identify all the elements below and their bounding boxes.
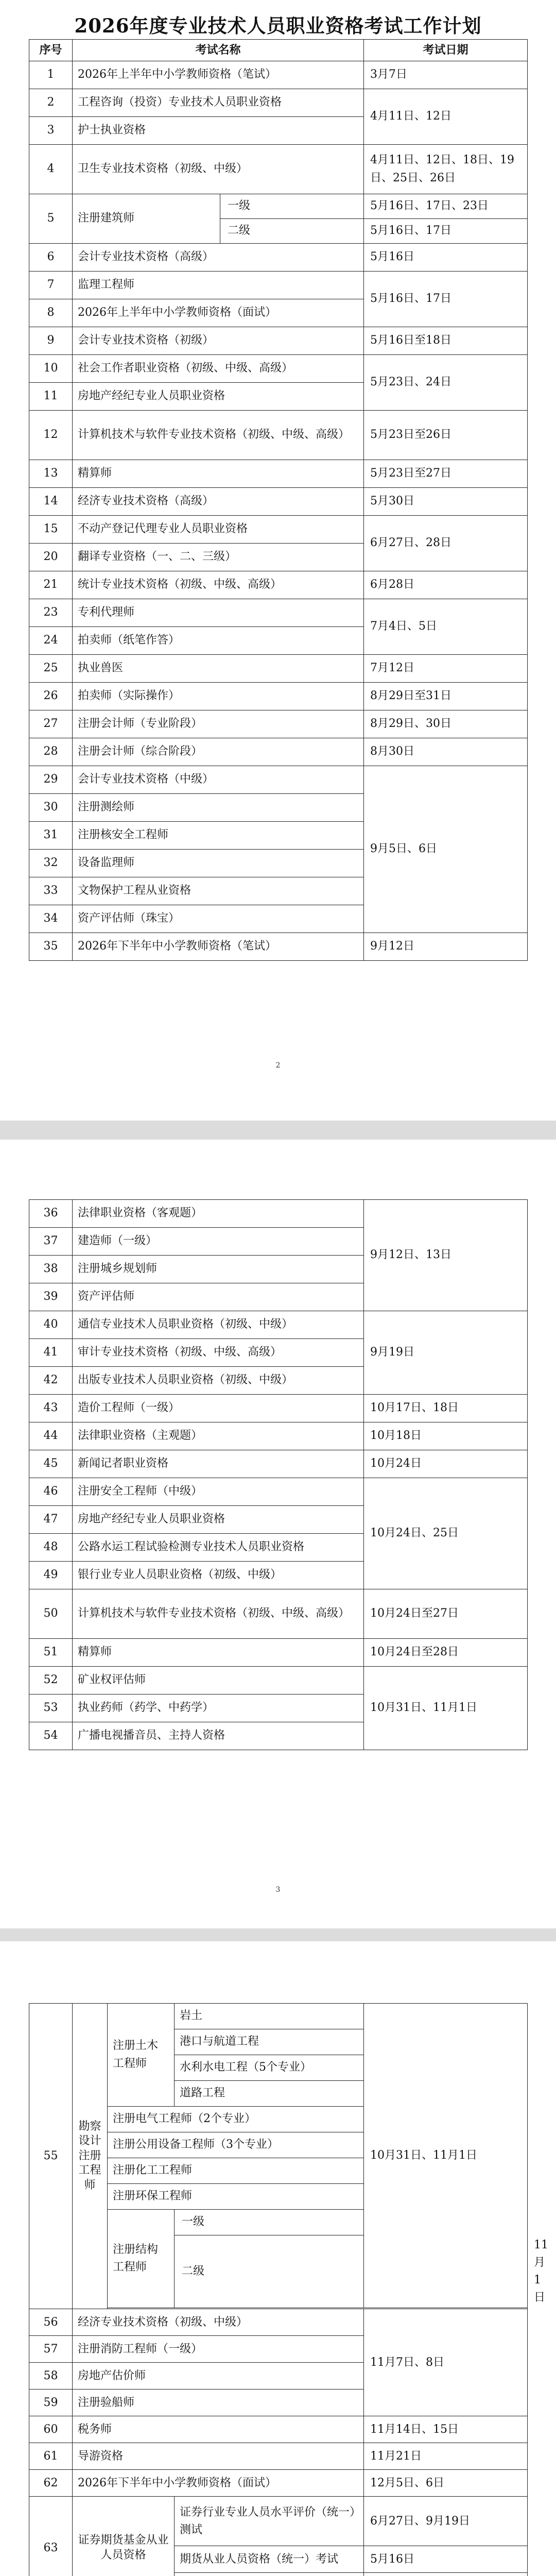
- exam-date: 5月16日、17日: [364, 219, 528, 244]
- exam-subtype: 港口与航道工程: [175, 2029, 364, 2055]
- exam-name: 计算机技术与软件专业技术资格（初级、中级、高级）: [73, 1589, 364, 1639]
- exam-name: 法律职业资格（主观题）: [73, 1422, 364, 1450]
- table-row: [29, 1589, 528, 1639]
- table-row: [29, 244, 528, 272]
- exam-date: 6月28日: [364, 571, 528, 599]
- row-no: 39: [29, 1283, 73, 1311]
- row-no: 1: [29, 61, 73, 89]
- table-row: [29, 1478, 528, 1506]
- row-no: 6: [29, 244, 73, 272]
- exam-name: 注册测绘师: [73, 794, 364, 822]
- table-row: [29, 2470, 528, 2497]
- row-no: 40: [29, 1311, 73, 1339]
- exam-date: 7月4日、5日: [364, 599, 528, 655]
- exam-date: 5月23日至26日: [364, 411, 528, 460]
- exam-name: 注册化工工程师: [108, 2158, 364, 2184]
- table-row: [29, 655, 528, 683]
- table-row: [29, 766, 528, 794]
- exam-name: 注册会计师（专业阶段）: [73, 710, 364, 738]
- exam-name: 建造师（一级）: [73, 1228, 364, 1256]
- exam-name: 注册土木工程师: [108, 2004, 175, 2107]
- exam-name: 不动产登记代理专业人员职业资格: [73, 516, 364, 544]
- row-no: 46: [29, 1478, 73, 1506]
- exam-name: 房地产估价师: [73, 2363, 364, 2389]
- exam-name: 银行业专业人员职业资格（初级、中级）: [73, 1562, 364, 1589]
- table-row: [29, 89, 528, 117]
- exam-name: 计算机技术与软件专业技术资格（初级、中级、高级）: [73, 411, 364, 460]
- exam-date: 4月11日、12日、18日、19日、25日、26日: [364, 145, 528, 194]
- row-no: 28: [29, 738, 73, 766]
- row-no: 33: [29, 877, 73, 905]
- exam-name: 注册建筑师: [73, 194, 220, 244]
- row-no: 61: [29, 2443, 73, 2470]
- table-row: [29, 411, 528, 460]
- exam-date: 4月11日、12日: [364, 89, 528, 145]
- page-3: [0, 1941, 556, 2576]
- exam-name: 通信专业技术人员职业资格（初级、中级）: [73, 1311, 364, 1339]
- exam-date: 9月5日、6日: [364, 766, 528, 933]
- exam-date: 5月23日、24日: [364, 355, 528, 411]
- exam-name: 注册结构工程师: [108, 2210, 175, 2308]
- row-no: 13: [29, 460, 73, 488]
- row-no: 31: [29, 822, 73, 850]
- exam-name: 拍卖师（纸笔作答）: [73, 627, 364, 655]
- exam-name: 证券行业专业人员水平评价（统一）测试: [175, 2497, 364, 2546]
- row-no: 20: [29, 544, 73, 571]
- table-row: [29, 1450, 528, 1478]
- exam-name: 注册环保工程师: [108, 2184, 364, 2210]
- exam-name: 造价工程师（一级）: [73, 1395, 364, 1422]
- exam-date: 10月24日、25日: [364, 1478, 528, 1589]
- page-number: 2: [275, 1061, 281, 1070]
- exam-date: 11月14日、15日: [364, 2416, 528, 2443]
- exam-date: 12月5日、6日: [364, 2470, 528, 2497]
- exam-date: 10月24日至27日: [364, 1589, 528, 1639]
- table-row: [29, 738, 528, 766]
- exam-date: 10月31日、11月1日: [364, 2004, 528, 2308]
- exam-name: 精算师: [73, 1639, 364, 1667]
- exam-name: 房地产经纪专业人员职业资格: [73, 1506, 364, 1534]
- row-no: 15: [29, 516, 73, 544]
- exam-date: 8月29日至31日: [364, 683, 528, 710]
- table-row: [29, 2497, 528, 2546]
- exam-name: 监理工程师: [73, 272, 364, 299]
- page-1: [0, 0, 556, 1121]
- exam-name: 注册验船师: [73, 2389, 364, 2416]
- row-no: 58: [29, 2363, 73, 2389]
- row-no: 51: [29, 1639, 73, 1667]
- exam-name: 卫生专业技术资格（初级、中级）: [73, 145, 364, 194]
- table-row: [29, 1311, 528, 1339]
- exam-date: 5月16日、17日: [364, 272, 528, 327]
- page-number: 3: [275, 1886, 281, 1894]
- row-no: 48: [29, 1534, 73, 1562]
- exam-name: 拍卖师（实际操作）: [73, 683, 364, 710]
- exam-name: 文物保护工程从业资格: [73, 877, 364, 905]
- exam-name: 资产评估师（珠宝）: [73, 905, 364, 933]
- table-row: [29, 1667, 528, 1694]
- row-no: 41: [29, 1339, 73, 1367]
- exam-subtype: 二级: [175, 2235, 364, 2308]
- row-no: 32: [29, 850, 73, 877]
- row-no: 53: [29, 1694, 73, 1722]
- exam-schedule-table-part-2: [29, 1199, 528, 1750]
- exam-date: 6月27日、9月19日: [364, 2497, 528, 2546]
- exam-date: 5月23日至27日: [364, 460, 528, 488]
- exam-name: 新闻记者职业资格: [73, 1450, 364, 1478]
- exam-name: 法律职业资格（客观题）: [73, 1200, 364, 1228]
- exam-name: 经济专业技术资格（高级）: [73, 488, 364, 516]
- exam-date: 5月16日至18日: [364, 327, 528, 355]
- row-no: 10: [29, 355, 73, 383]
- exam-name: 会计专业技术资格（中级）: [73, 766, 364, 794]
- table-row: [29, 272, 528, 299]
- row-no: 45: [29, 1450, 73, 1478]
- exam-name: 2026年上半年中小学教师资格（面试）: [73, 299, 364, 327]
- exam-name: 广播电视播音员、主持人资格: [73, 1722, 364, 1750]
- row-no: 36: [29, 1200, 73, 1228]
- row-no: 5: [29, 194, 73, 244]
- table-row: 二级 11月1日: [29, 2235, 528, 2308]
- exam-name: 矿业权评估师: [73, 1667, 364, 1694]
- exam-name: 执业药师（药学、中药学）: [73, 1694, 364, 1722]
- exam-name: 注册公用设备工程师（3个专业）: [108, 2132, 364, 2158]
- table-row: [29, 1639, 528, 1667]
- exam-date: 8月29日、30日: [364, 710, 528, 738]
- table-row: [29, 488, 528, 516]
- row-no: 57: [29, 2336, 73, 2363]
- row-no: 30: [29, 794, 73, 822]
- row-no: 23: [29, 599, 73, 627]
- exam-date: 3月7日: [364, 61, 528, 89]
- exam-name: 经济专业技术资格（初级、中级）: [73, 2309, 364, 2336]
- exam-name: [175, 2573, 364, 2576]
- exam-schedule-table-part-3: [29, 2003, 548, 2576]
- row-no: 14: [29, 488, 73, 516]
- exam-name: 工程咨询（投资）专业技术人员职业资格: [73, 89, 364, 117]
- exam-name: 社会工作者职业资格（初级、中级、高级）: [73, 355, 364, 383]
- row-no: 44: [29, 1422, 73, 1450]
- exam-subtype: 岩土: [175, 2004, 364, 2029]
- row-no: 38: [29, 1256, 73, 1283]
- exam-date: 10月17日、18日: [364, 1395, 528, 1422]
- exam-name: 注册会计师（综合阶段）: [73, 738, 364, 766]
- header-date: 考试日期: [364, 40, 528, 61]
- row-no: 55: [29, 2004, 73, 2309]
- exam-subtype: 一级: [220, 194, 364, 219]
- table-row: [29, 327, 528, 355]
- row-no: 49: [29, 1562, 73, 1589]
- exam-name: 翻译专业资格（一、二、三级）: [73, 544, 364, 571]
- exam-date: 8月30日: [364, 738, 528, 766]
- exam-date: [364, 2573, 528, 2576]
- exam-category: 证券期货基金从业人员资格: [73, 2497, 175, 2576]
- exam-date: 9月12日: [364, 933, 528, 961]
- exam-date: 10月24日至28日: [364, 1639, 528, 1667]
- exam-name: 房地产经纪专业人员职业资格: [73, 383, 364, 411]
- exam-date: 9月19日: [364, 1311, 528, 1395]
- table-row: [29, 2004, 528, 2029]
- table-row: [29, 194, 528, 219]
- row-no: 2: [29, 89, 73, 117]
- exam-name: 注册核安全工程师: [73, 822, 364, 850]
- exam-name: 2026年上半年中小学教师资格（笔试）: [73, 61, 364, 89]
- exam-date: 6月27日、28日: [364, 516, 528, 571]
- row-no: 47: [29, 1506, 73, 1534]
- exam-date: 5月30日: [364, 488, 528, 516]
- row-no: 3: [29, 117, 73, 145]
- table-row: [29, 683, 528, 710]
- exam-date: 11月7日、8日: [364, 2309, 528, 2416]
- table-row: [29, 460, 528, 488]
- table-row: [29, 145, 528, 194]
- exam-name: 设备监理师: [73, 850, 364, 877]
- exam-name: 专利代理师: [73, 599, 364, 627]
- exam-name: 精算师: [73, 460, 364, 488]
- exam-date: 10月24日: [364, 1450, 528, 1478]
- row-no: 12: [29, 411, 73, 460]
- exam-name: 审计专业技术资格（初级、中级、高级）: [73, 1339, 364, 1367]
- exam-name: 税务师: [73, 2416, 364, 2443]
- row-no: 11: [29, 383, 73, 411]
- exam-name: 导游资格: [73, 2443, 364, 2470]
- exam-name: 执业兽医: [73, 655, 364, 683]
- table-row: [29, 1200, 528, 1228]
- page-2: [0, 1140, 556, 1928]
- row-no: 52: [29, 1667, 73, 1694]
- table-row: [29, 2416, 528, 2443]
- row-no: 62: [29, 2470, 73, 2497]
- row-no: 25: [29, 655, 73, 683]
- exam-name: 会计专业技术资格（初级）: [73, 327, 364, 355]
- exam-name: 注册城乡规划师: [73, 1256, 364, 1283]
- row-no: 24: [29, 627, 73, 655]
- exam-name: 出版专业技术人员职业资格（初级、中级）: [73, 1367, 364, 1395]
- exam-name: 护士执业资格: [73, 117, 364, 145]
- row-no: 54: [29, 1722, 73, 1750]
- exam-name: 2026年下半年中小学教师资格（面试）: [73, 2470, 364, 2497]
- page-title: 2026年度专业技术人员职业资格考试工作计划: [74, 14, 482, 37]
- table-row: [29, 2443, 528, 2470]
- table-row: [29, 1422, 528, 1450]
- exam-name: 注册消防工程师（一级）: [73, 2336, 364, 2363]
- exam-date: 5月16日: [364, 2546, 528, 2573]
- row-no: 4: [29, 145, 73, 194]
- exam-name: 期货从业人员资格（统一）考试: [175, 2546, 364, 2573]
- exam-name: 统计专业技术资格（初级、中级、高级）: [73, 571, 364, 599]
- table-row: [29, 2309, 528, 2336]
- table-row: [29, 933, 528, 961]
- exam-subtype: 水利水电工程（5个专业）: [175, 2055, 364, 2081]
- row-no: 59: [29, 2389, 73, 2416]
- table-row: [29, 571, 528, 599]
- exam-date: 10月18日: [364, 1422, 528, 1450]
- exam-schedule-table-part-1: [29, 39, 528, 961]
- row-no: 43: [29, 1395, 73, 1422]
- exam-subtype: 一级: [175, 2210, 364, 2235]
- exam-date: 5月16日: [364, 244, 528, 272]
- row-no: 7: [29, 272, 73, 299]
- row-no: 42: [29, 1367, 73, 1395]
- header-name: 考试名称: [73, 40, 364, 61]
- exam-name: 2026年下半年中小学教师资格（笔试）: [73, 933, 364, 961]
- table-row: [29, 61, 528, 89]
- exam-date: 11月21日: [364, 2443, 528, 2470]
- table-row: [29, 710, 528, 738]
- row-no: 26: [29, 683, 73, 710]
- row-no: 63: [29, 2497, 73, 2576]
- table-row: [29, 516, 528, 544]
- row-no: 21: [29, 571, 73, 599]
- exam-name: 注册安全工程师（中级）: [73, 1478, 364, 1506]
- row-no: 50: [29, 1589, 73, 1639]
- row-no: 8: [29, 299, 73, 327]
- row-no: 27: [29, 710, 73, 738]
- exam-category: 勘察设计注册工程师: [73, 2004, 108, 2309]
- row-no: 9: [29, 327, 73, 355]
- header-no: 序号: [29, 40, 73, 61]
- exam-date: 9月12日、13日: [364, 1200, 528, 1311]
- exam-name: 公路水运工程试验检测专业技术人员职业资格: [73, 1534, 364, 1562]
- row-no: 56: [29, 2309, 73, 2336]
- exam-name: 会计专业技术资格（高级）: [73, 244, 364, 272]
- table-row: [29, 1395, 528, 1422]
- exam-subtype: 二级: [220, 219, 364, 244]
- exam-subtype: 道路工程: [175, 2081, 364, 2107]
- exam-name: 注册电气工程师（2个专业）: [108, 2107, 364, 2132]
- table-row: [29, 599, 528, 627]
- exam-name: 资产评估师: [73, 1283, 364, 1311]
- row-no: 35: [29, 933, 73, 961]
- exam-date: 5月16日、17日、23日: [364, 194, 528, 219]
- row-no: 37: [29, 1228, 73, 1256]
- row-no: 34: [29, 905, 73, 933]
- exam-date: 7月12日: [364, 655, 528, 683]
- exam-date: 10月31日、11月1日: [364, 1667, 528, 1750]
- row-no: 60: [29, 2416, 73, 2443]
- row-no: 29: [29, 766, 73, 794]
- table-row: [29, 355, 528, 383]
